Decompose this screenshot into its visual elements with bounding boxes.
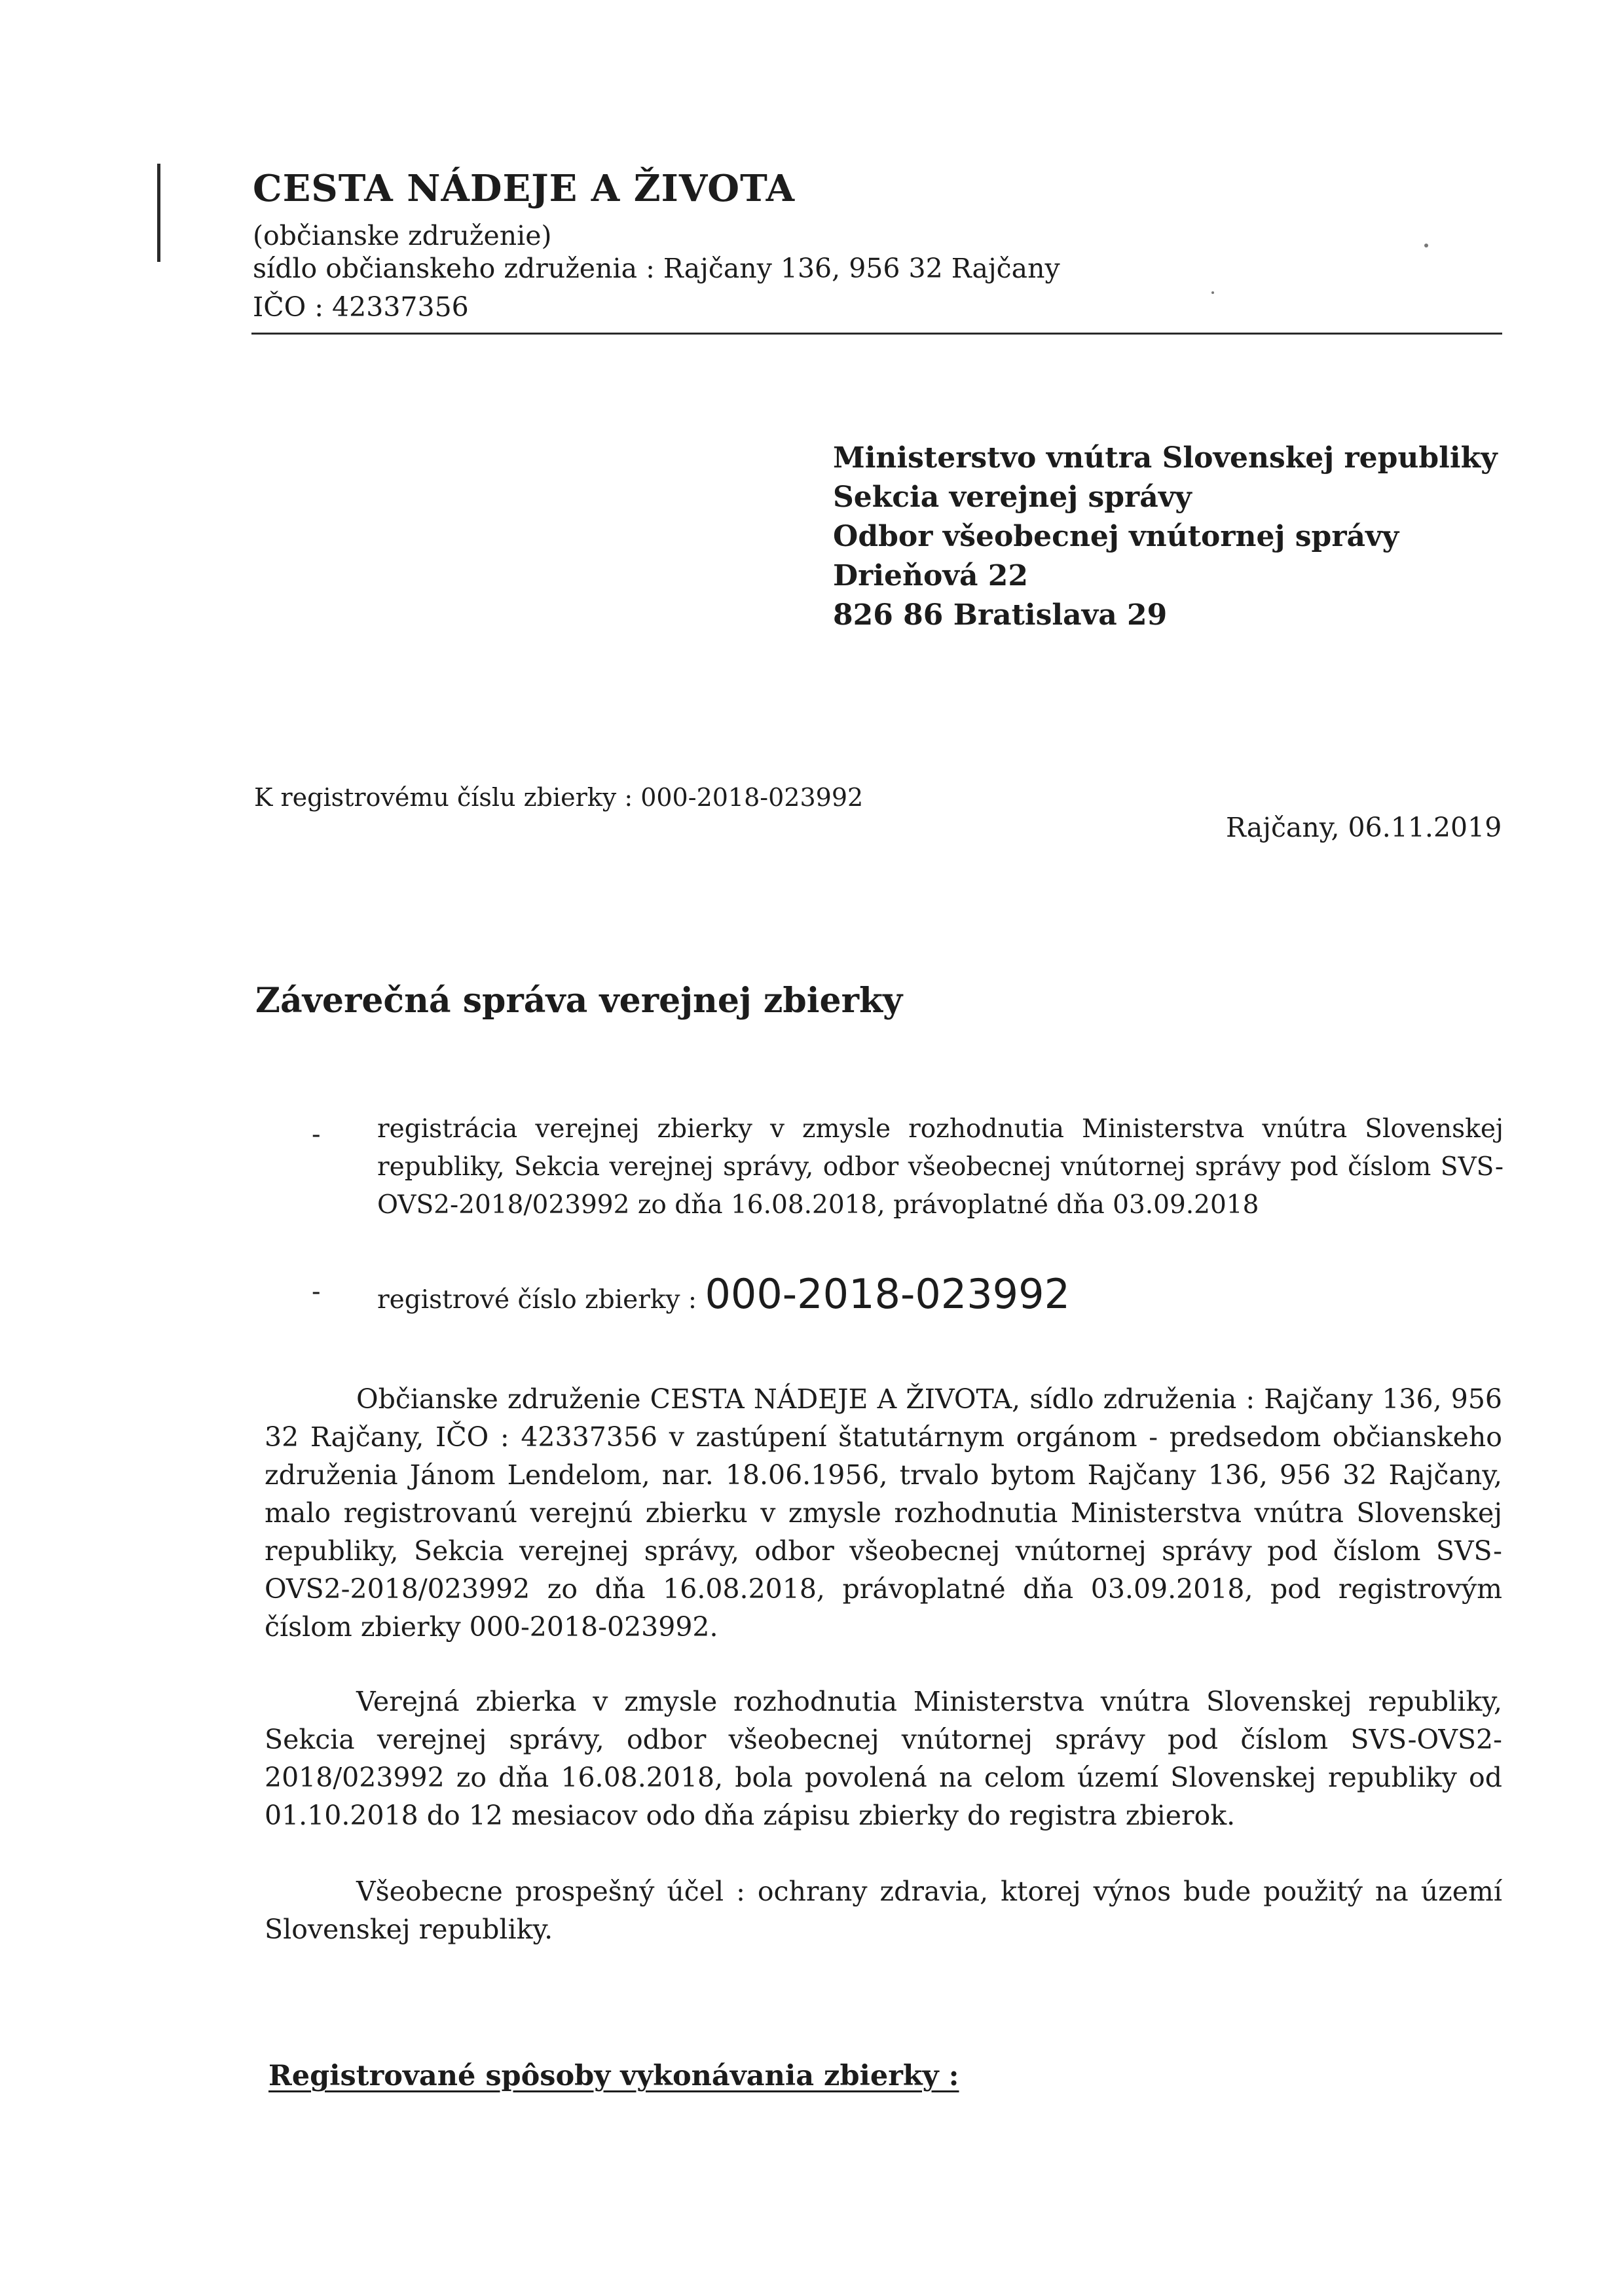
registration-number-bullet: [377, 1270, 1070, 1318]
recipient-line: Odbor všeobecnej vnútornej správy: [833, 520, 1399, 553]
recipient-line: Sekcia verejnej správy: [833, 481, 1192, 514]
recipient-line: 826 86 Bratislava 29: [833, 598, 1168, 632]
body-paragraph: Občianske združenie CESTA NÁDEJE A ŽIVOTA, sídlo združenia : Rajčany 136, 956 32 Rajčany, IČO : 42337356 v zastúpení štatutárnym orgánom - predsedom občianskeho združenia Jánom Lendelom, nar. 18.06.1956, trvalo bytom Rajčany 136, 956 32 Rajčany, malo registrovanú verejnú zbierku v zmysle rozhodnutia Ministerstva vnútra Slovenskej republiky, Sekcia verejnej správy, odbor všeobecnej vnútornej správy pod číslom SVS-OVS2-2018/023992 zo dňa 16.08.2018, právoplatné dňa 03.09.2018, pod registrovým číslom zbierky 000-2018-023992.: [265, 1383, 1502, 1643]
organization-ico: IČO : 42337356: [253, 291, 469, 323]
body-paragraph: Verejná zbierka v zmysle rozhodnutia Ministerstva vnútra Slovenskej republiky, Sekcia verejnej správy, odbor všeobecnej vnútornej správy pod číslom SVS-OVS2-2018/023992 zo dňa 16.08.2018, bola povolená na celom území Slovenskej republiky od 01.10.2018 do 12 mesiacov odo dňa zápisu zbierky do registra zbierok.: [265, 1686, 1502, 1831]
recipient-line: Ministerstvo vnútra Slovenskej republiky: [833, 441, 1498, 475]
registration-bullet-text: registrácia verejnej zbierky v zmysle rozhodnutia Ministerstva vnútra Slovenskej republiky, Sekcia verejnej správy, odbor všeobecnej vnútornej správy pod číslom SVS-OVS2-2018/023992 zo dňa 16.08.2018, právoplatné dňa 03.09.2018: [377, 1114, 1504, 1220]
document-heading: Záverečná správa verejnej zbierky: [255, 981, 903, 1021]
organization-type: (občianske združenie): [253, 220, 552, 251]
reference-number: K registrovému číslu zbierky : 000-2018-023992: [254, 783, 864, 812]
registration-number-label: registrové číslo zbierky :: [377, 1285, 705, 1315]
scan-speck: [1424, 244, 1428, 247]
organization-name: CESTA NÁDEJE A ŽIVOTA: [253, 167, 796, 210]
scan-speck: [1211, 291, 1214, 294]
recipient-line: Drieňová 22: [833, 559, 1029, 592]
header-divider: [251, 333, 1502, 335]
registration-number-value: 000-2018-023992: [705, 1270, 1071, 1318]
organization-address: sídlo občianskeho združenia : Rajčany 136, 956 32 Rajčany: [253, 253, 1060, 284]
bullet-dash: -: [312, 1120, 321, 1150]
recipient-address: [833, 439, 1498, 635]
scan-margin-mark: [157, 164, 160, 262]
body-paragraph: Všeobecne prospešný účel : ochrany zdravia, ktorej výnos bude použitý na území Slovenskej republiky.: [265, 1876, 1502, 1945]
document-date: Rajčany, 06.11.2019: [1226, 812, 1502, 843]
bullet-dash: -: [312, 1277, 321, 1307]
section-heading: Registrované spôsoby vykonávania zbierky :: [268, 2060, 959, 2092]
